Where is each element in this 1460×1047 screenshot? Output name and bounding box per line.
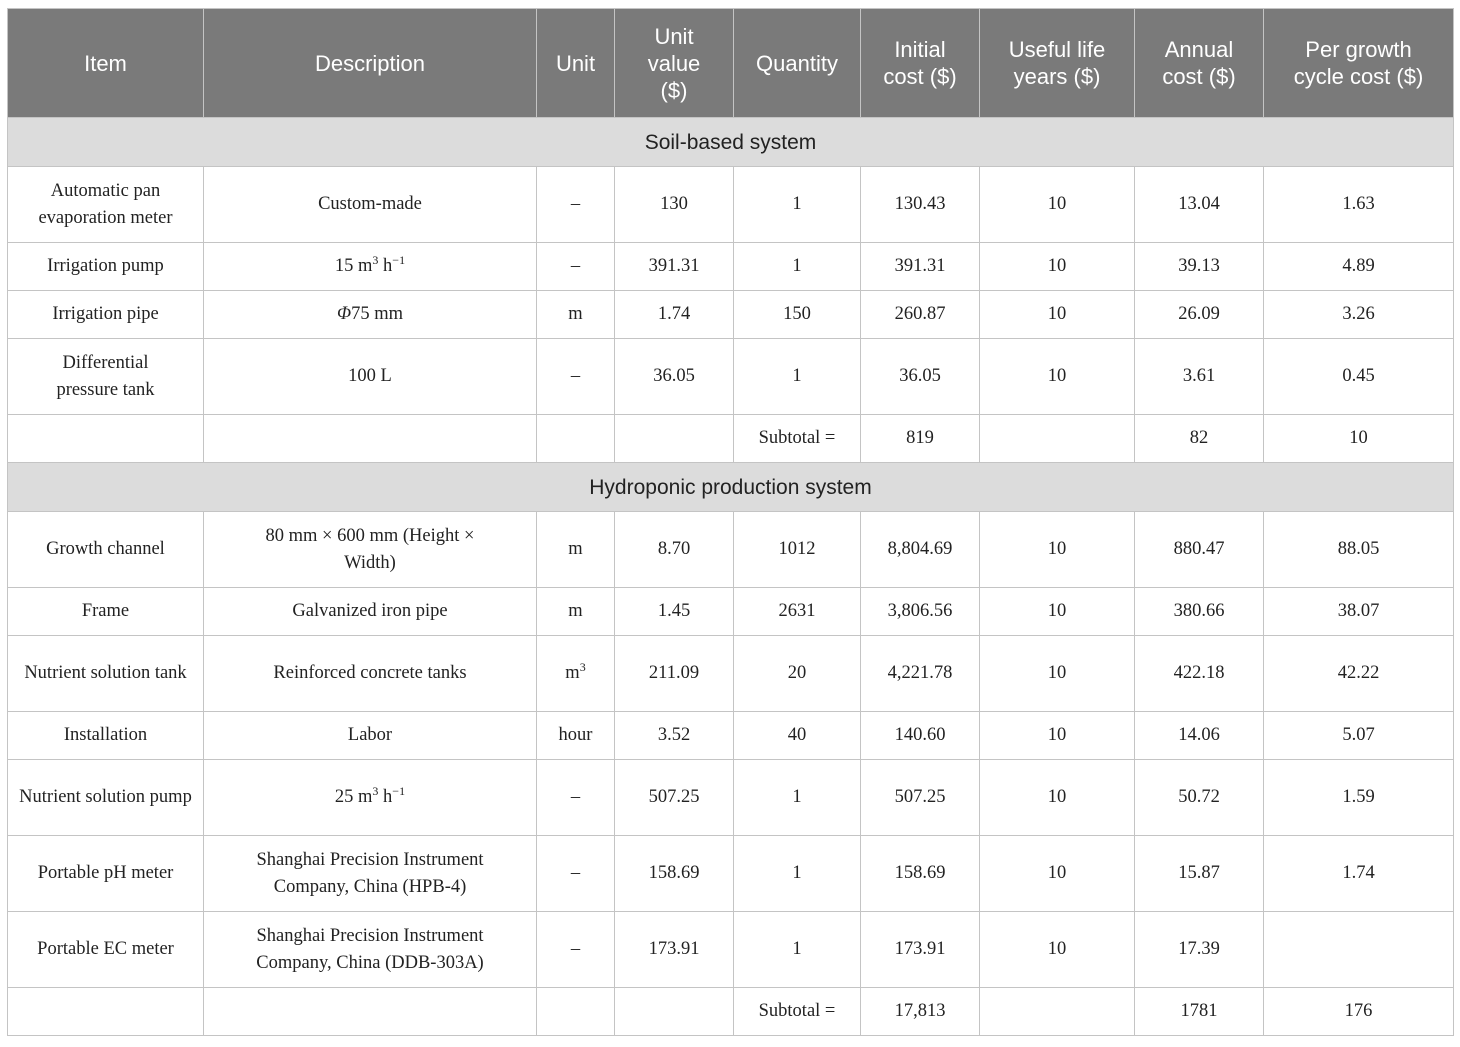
- superscript: 3: [372, 253, 379, 267]
- cell-unit-value: 211.09: [615, 636, 734, 712]
- table-row: [8, 167, 1454, 243]
- subtotal-label: Subtotal =: [734, 988, 861, 1036]
- description-text: h: [378, 787, 393, 807]
- cell-empty: [8, 988, 204, 1036]
- cell-annual-cost: 26.09: [1135, 291, 1264, 339]
- subtotal-row-hydroponic: [8, 988, 1454, 1036]
- cell-useful-life: 10: [980, 712, 1135, 760]
- subtotal-initial-cost: 17,813: [861, 988, 980, 1036]
- description-text: 75 mm: [351, 304, 403, 324]
- header-unit: Unit: [537, 9, 615, 118]
- table-row: [8, 339, 1454, 415]
- table-row: [8, 636, 1454, 712]
- cell-empty: [537, 415, 615, 463]
- description-text: 25 m: [334, 787, 373, 807]
- header-row: [8, 9, 1454, 118]
- superscript: 3: [372, 784, 379, 798]
- table-row: [8, 912, 1454, 988]
- cell-annual-cost: 13.04: [1135, 167, 1264, 243]
- header-annual-cost: Annual cost ($): [1135, 9, 1264, 118]
- cell-description: Reinforced concrete tanks: [204, 636, 537, 712]
- cell-description: 100 L: [204, 339, 537, 415]
- cell-initial-cost: 507.25: [861, 760, 980, 836]
- cell-useful-life: 10: [980, 636, 1135, 712]
- cell-annual-cost: 50.72: [1135, 760, 1264, 836]
- subtotal-initial-cost: 819: [861, 415, 980, 463]
- cell-item: Frame: [8, 588, 204, 636]
- cell-unit: m: [537, 512, 615, 588]
- cell-unit: m: [537, 588, 615, 636]
- cell-quantity: 1: [734, 836, 861, 912]
- cell-unit-value: 130: [615, 167, 734, 243]
- diameter-symbol: Φ: [337, 304, 352, 324]
- cell-quantity: 1012: [734, 512, 861, 588]
- cell-initial-cost: 8,804.69: [861, 512, 980, 588]
- cell-useful-life: 10: [980, 167, 1135, 243]
- cell-unit-value: 1.45: [615, 588, 734, 636]
- cell-unit-value: 507.25: [615, 760, 734, 836]
- cell-description: Labor: [204, 712, 537, 760]
- table-row: [8, 291, 1454, 339]
- section-title-soil: Soil-based system: [8, 118, 1454, 167]
- cell-item: Irrigation pipe: [8, 291, 204, 339]
- cell-item: Differential pressure tank: [8, 339, 204, 415]
- cell-useful-life: 10: [980, 836, 1135, 912]
- cell-per-cycle-cost: 88.05: [1264, 512, 1454, 588]
- cell-unit-value: 1.74: [615, 291, 734, 339]
- cell-unit: hour: [537, 712, 615, 760]
- cell-description: [204, 243, 537, 291]
- cell-unit: –: [537, 912, 615, 988]
- cell-item: Nutrient solution pump: [8, 760, 204, 836]
- cell-per-cycle-cost: 0.45: [1264, 339, 1454, 415]
- cell-annual-cost: 14.06: [1135, 712, 1264, 760]
- cell-quantity: 1: [734, 243, 861, 291]
- cell-empty: [204, 415, 537, 463]
- cell-useful-life: 10: [980, 243, 1135, 291]
- cell-useful-life: 10: [980, 588, 1135, 636]
- cell-item: Growth channel: [8, 512, 204, 588]
- cell-useful-life: 10: [980, 512, 1135, 588]
- cell-initial-cost: 36.05: [861, 339, 980, 415]
- cell-empty: [204, 988, 537, 1036]
- header-per-cycle-cost: Per growth cycle cost ($): [1264, 9, 1454, 118]
- cell-initial-cost: 391.31: [861, 243, 980, 291]
- cell-per-cycle-cost: [1264, 912, 1454, 988]
- cell-description: 80 mm × 600 mm (Height × Width): [204, 512, 537, 588]
- cell-item: Irrigation pump: [8, 243, 204, 291]
- cell-annual-cost: 880.47: [1135, 512, 1264, 588]
- cell-useful-life: 10: [980, 291, 1135, 339]
- cell-description: [204, 291, 537, 339]
- cell-unit: –: [537, 760, 615, 836]
- cell-useful-life: 10: [980, 760, 1135, 836]
- cell-annual-cost: 15.87: [1135, 836, 1264, 912]
- superscript: 3: [579, 660, 586, 674]
- cell-quantity: 20: [734, 636, 861, 712]
- cell-empty: [8, 415, 204, 463]
- section-title-hydroponic: Hydroponic production system: [8, 463, 1454, 512]
- cell-description: Shanghai Precision Instrument Company, China (DDB-303A): [204, 912, 537, 988]
- cell-unit: –: [537, 836, 615, 912]
- cell-per-cycle-cost: 1.63: [1264, 167, 1454, 243]
- cell-annual-cost: 422.18: [1135, 636, 1264, 712]
- cell-per-cycle-cost: 1.74: [1264, 836, 1454, 912]
- cell-item: Portable pH meter: [8, 836, 204, 912]
- cell-quantity: 1: [734, 912, 861, 988]
- table-row: [8, 760, 1454, 836]
- header-description: Description: [204, 9, 537, 118]
- table-row: [8, 243, 1454, 291]
- cell-per-cycle-cost: 38.07: [1264, 588, 1454, 636]
- superscript: −1: [392, 253, 406, 267]
- cell-annual-cost: 39.13: [1135, 243, 1264, 291]
- cell-initial-cost: 130.43: [861, 167, 980, 243]
- header-useful-life: Useful life years ($): [980, 9, 1135, 118]
- section-row-soil: [8, 118, 1454, 167]
- cell-initial-cost: 140.60: [861, 712, 980, 760]
- cell-initial-cost: 173.91: [861, 912, 980, 988]
- description-text: h: [378, 256, 393, 276]
- cell-initial-cost: 260.87: [861, 291, 980, 339]
- header-initial-cost: Initial cost ($): [861, 9, 980, 118]
- cell-annual-cost: 380.66: [1135, 588, 1264, 636]
- cell-per-cycle-cost: 3.26: [1264, 291, 1454, 339]
- cost-table: [7, 8, 1454, 1036]
- header-quantity: Quantity: [734, 9, 861, 118]
- cell-useful-life: 10: [980, 912, 1135, 988]
- cell-initial-cost: 158.69: [861, 836, 980, 912]
- cell-unit: –: [537, 339, 615, 415]
- cell-unit: m: [537, 291, 615, 339]
- cell-initial-cost: 4,221.78: [861, 636, 980, 712]
- cell-per-cycle-cost: 5.07: [1264, 712, 1454, 760]
- cell-unit-value: 3.52: [615, 712, 734, 760]
- cell-item: Nutrient solution tank: [8, 636, 204, 712]
- cell-per-cycle-cost: 1.59: [1264, 760, 1454, 836]
- cell-unit: [537, 636, 615, 712]
- cell-per-cycle-cost: 4.89: [1264, 243, 1454, 291]
- cell-empty: [537, 988, 615, 1036]
- cell-initial-cost: 3,806.56: [861, 588, 980, 636]
- subtotal-annual-cost: 82: [1135, 415, 1264, 463]
- table-row: [8, 512, 1454, 588]
- header-item: Item: [8, 9, 204, 118]
- cell-description: Shanghai Precision Instrument Company, China (HPB-4): [204, 836, 537, 912]
- cell-description: Galvanized iron pipe: [204, 588, 537, 636]
- section-row-hydroponic: [8, 463, 1454, 512]
- subtotal-per-cycle-cost: 176: [1264, 988, 1454, 1036]
- cell-quantity: 1: [734, 760, 861, 836]
- cell-unit-value: 173.91: [615, 912, 734, 988]
- cell-unit-value: 391.31: [615, 243, 734, 291]
- cell-per-cycle-cost: 42.22: [1264, 636, 1454, 712]
- cell-useful-life: 10: [980, 339, 1135, 415]
- table-row: [8, 588, 1454, 636]
- description-text: 15 m: [334, 256, 373, 276]
- cell-item: Portable EC meter: [8, 912, 204, 988]
- cell-quantity: 1: [734, 339, 861, 415]
- cell-unit-value: 36.05: [615, 339, 734, 415]
- cell-quantity: 1: [734, 167, 861, 243]
- cell-annual-cost: 17.39: [1135, 912, 1264, 988]
- cell-empty: [980, 415, 1135, 463]
- subtotal-row-soil: [8, 415, 1454, 463]
- superscript: −1: [392, 784, 406, 798]
- subtotal-per-cycle-cost: 10: [1264, 415, 1454, 463]
- cell-unit-value: 8.70: [615, 512, 734, 588]
- cell-item: Automatic pan evaporation meter: [8, 167, 204, 243]
- table-row: [8, 712, 1454, 760]
- cell-description: [204, 760, 537, 836]
- cell-annual-cost: 3.61: [1135, 339, 1264, 415]
- cell-quantity: 150: [734, 291, 861, 339]
- unit-text: m: [565, 663, 580, 683]
- cell-quantity: 40: [734, 712, 861, 760]
- cell-empty: [980, 988, 1135, 1036]
- cell-quantity: 2631: [734, 588, 861, 636]
- subtotal-annual-cost: 1781: [1135, 988, 1264, 1036]
- cell-unit: –: [537, 243, 615, 291]
- cell-item: Installation: [8, 712, 204, 760]
- table-row: [8, 836, 1454, 912]
- cell-empty: [615, 415, 734, 463]
- header-unit-value: Unit value ($): [615, 9, 734, 118]
- subtotal-label: Subtotal =: [734, 415, 861, 463]
- cell-unit: –: [537, 167, 615, 243]
- cell-description: Custom-made: [204, 167, 537, 243]
- cell-empty: [615, 988, 734, 1036]
- cell-unit-value: 158.69: [615, 836, 734, 912]
